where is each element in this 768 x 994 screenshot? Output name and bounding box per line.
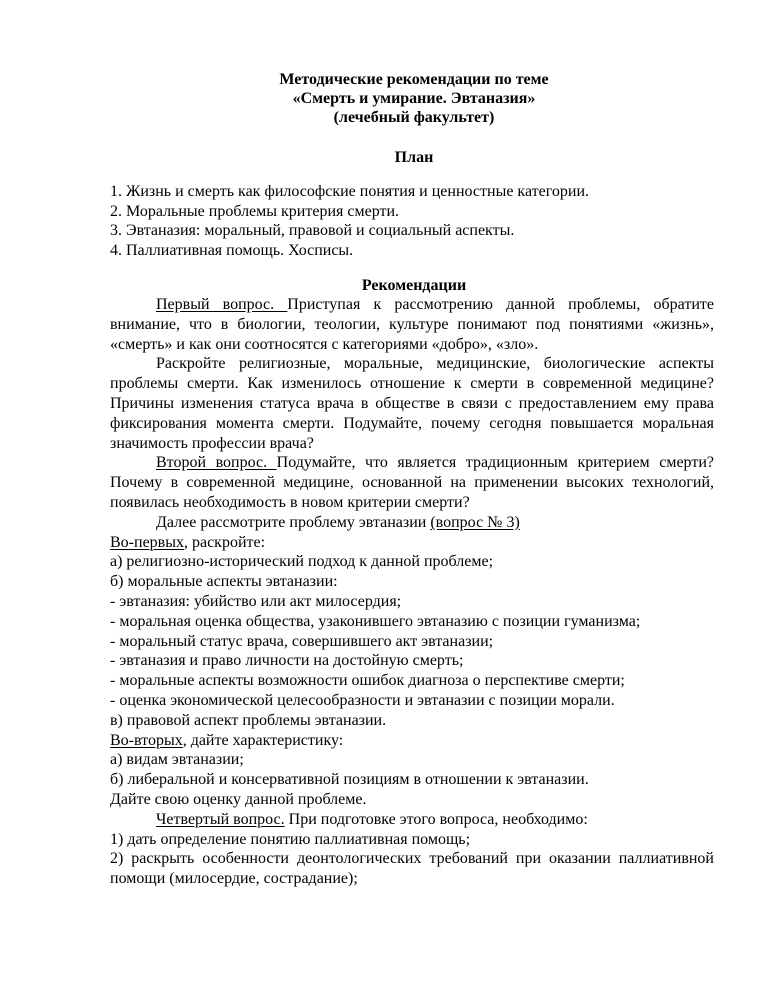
list-item: 2) раскрыть особенности деонтологических требований при оказании паллиативной помощи (милосердие, сострадание); [110, 850, 714, 888]
question-1-label: Первый вопрос. [156, 296, 288, 313]
list-item: в) правовой аспект проблемы эвтаназии. [110, 711, 387, 729]
first-point: Во-первых, раскройте: [110, 533, 266, 551]
plan-item: 4. Паллиативная помощь. Хосписы. [110, 241, 354, 259]
document-title [110, 70, 718, 127]
list-item: - эвтаназия и право личности на достойную смерть; [110, 652, 464, 670]
list-item: - оценка экономической целесообразности и эвтаназии с позиции морали. [110, 691, 615, 709]
question-2-paragraph [110, 453, 714, 512]
list-item: б) моральные аспекты эвтаназии: [110, 573, 338, 591]
question-1-paragraph [110, 295, 714, 354]
question-2-text: Подумайте, что является традиционным критерием смерти? Почему в современной медицине, основанной на применении высоких технологий, появилась необходимость в новом критерии смерти? [110, 454, 714, 511]
list-item: - эвтаназия: убийство или акт милосердия; [110, 592, 402, 610]
question-1-paragraph-2: Раскройте религиозные, моральные, медицинские, биологические аспекты проблемы смерти. Как изменилось отношение к смерти в современной медицине? Причины изменения статуса врача в обществе в связи с предоставлением ему права фиксирования момента смерти. Подумайте, почему сегодня повышается моральная значимость профессии врача? [110, 355, 714, 452]
recommendations-heading: Рекомендации [361, 277, 467, 294]
plan-heading: План [394, 149, 434, 166]
list-item: 1) дать определение понятию паллиативная помощь; [110, 830, 471, 848]
question-3-intro: Далее рассмотрите проблему эвтаназии (вопрос № 3) [156, 513, 520, 531]
title-line-2: «Смерть и умирание. Эвтаназия» [292, 90, 536, 107]
list-item: - моральная оценка общества, узаконившего эвтаназию с позиции гуманизма; [110, 612, 641, 630]
list-item: - моральный статус врача, совершившего акт эвтаназии; [110, 632, 494, 650]
question-4-label: Четвертый вопрос. [156, 810, 285, 828]
question-2-label: Второй вопрос. [156, 454, 277, 472]
plan-item: 2. Моральные проблемы критерия смерти. [110, 202, 400, 220]
plan-item: 1. Жизнь и смерть как философские понятия и ценностные категории. [110, 183, 590, 200]
question-4-paragraph: Четвертый вопрос. При подготовке этого вопроса, необходимо: [156, 810, 588, 828]
recommendations-body [110, 295, 714, 889]
title-line-3: (лечебный факультет) [333, 109, 495, 126]
list-item: а) религиозно-исторический подход к данной проблеме; [110, 553, 494, 571]
first-label: Во-первых [110, 533, 184, 551]
second-point: Во-вторых, дайте характеристику: [110, 731, 344, 749]
question-1-text: Приступая к рассмотрению данной проблемы, обратите внимание, что в биологии, теологии, культуре понимают под понятиями «жизнь», «смерть» и как они соотносятся с категориями «добро», «зло». [110, 296, 714, 353]
list-item: б) либеральной и консервативной позициям в отношении к эвтаназии. [110, 771, 589, 789]
question-3-reference: (вопрос № 3) [430, 513, 520, 531]
second-label: Во-вторых [110, 731, 183, 749]
plan-item: 3. Эвтаназия: моральный, правовой и социальный аспекты. [110, 222, 515, 239]
plan-list [110, 182, 718, 260]
list-item: - моральные аспекты возможности ошибок диагноза о перспективе смерти; [110, 672, 625, 690]
list-item: а) видам эвтаназии; [110, 751, 244, 769]
list-item: Дайте свою оценку данной проблеме. [110, 790, 367, 808]
title-line-1: Методические рекомендации по теме [279, 71, 549, 88]
